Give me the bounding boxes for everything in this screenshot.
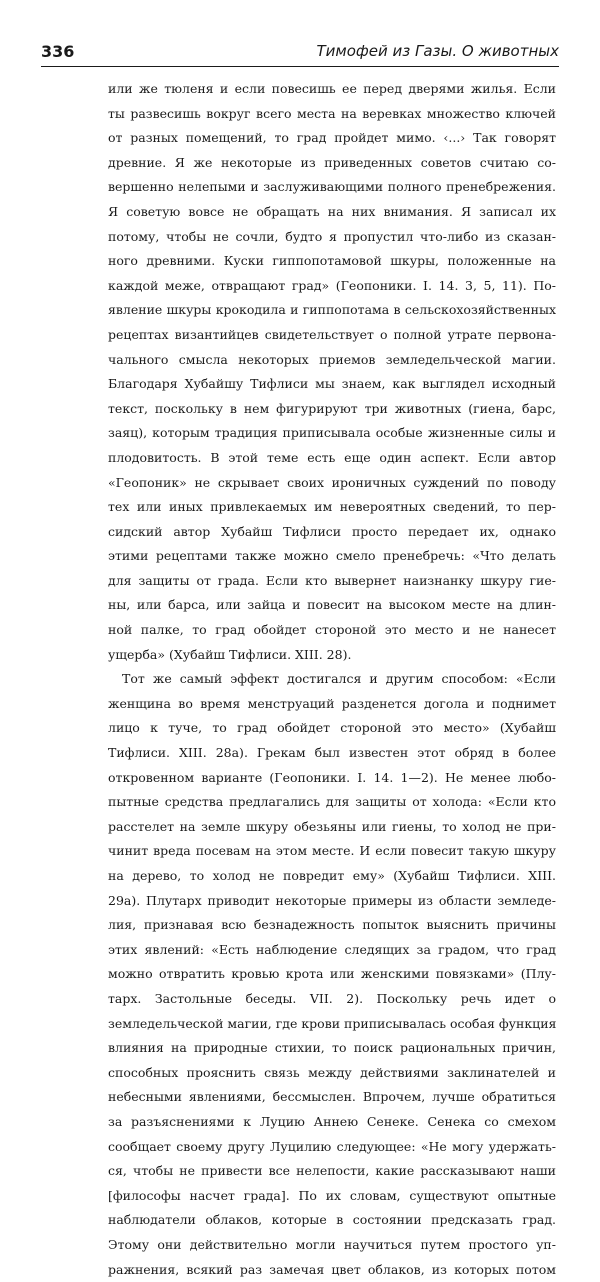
text-line: на дерево, то холод не повредит ему» (Хубайш Тифлиси. XIII.	[108, 864, 556, 889]
text-line: вершенно нелепыми и заслуживающими полного пренебрежения.	[108, 175, 556, 200]
paragraph-2	[108, 667, 556, 1282]
text-line: способных прояснить связь между действиями заклинателей и	[108, 1061, 556, 1086]
text-line: Этому они действительно могли научиться путем простого уп-	[108, 1233, 556, 1258]
text-line: наблюдатели облаков, которые в состоянии предсказать град.	[108, 1208, 556, 1233]
text-line: древние. Я же некоторые из приведенных советов считаю со-	[108, 151, 556, 176]
text-line: Благодаря Хубайшу Тифлиси мы знаем, как выглядел исходный	[108, 372, 556, 397]
text-line: Я советую вовсе не обращать на них внимания. Я записал их	[108, 200, 556, 225]
text-line: для защиты от града. Если кто вывернет наизнанку шкуру гие-	[108, 569, 556, 594]
text-line: небесными явлениями, бессмыслен. Впрочем, лучше обратиться	[108, 1085, 556, 1110]
body-text	[108, 77, 556, 1282]
text-line: потому, чтобы не сочли, будто я пропустил что-либо из сказан-	[108, 225, 556, 250]
text-line: ного древними. Куски гиппопотамовой шкуры, положенные на	[108, 249, 556, 274]
text-line: тарх. Застольные беседы. VII. 2). Поскольку речь идет о	[108, 987, 556, 1012]
text-line: сообщает своему другу Луцилию следующее: «Не могу удержать-	[108, 1135, 556, 1160]
text-line: тех или иных привлекаемых им невероятных сведений, то пер-	[108, 495, 556, 520]
text-line: сидский автор Хубайш Тифлиси просто передает их, однако	[108, 520, 556, 545]
text-line: 29а). Плутарх приводит некоторые примеры из области земледе-	[108, 889, 556, 914]
text-line: или же тюленя и если повесишь ее перед дверями жилья. Если	[108, 77, 556, 102]
text-line: пытные средства предлагались для защиты от холода: «Если кто	[108, 790, 556, 815]
text-line: ся, чтобы не привести все нелепости, какие рассказывают наши	[108, 1159, 556, 1184]
text-line: от разных помещений, то град пройдет мимо. ‹...› Так говорят	[108, 126, 556, 151]
text-line: «Геопоник» не скрывает своих ироничных суждений по поводу	[108, 471, 556, 496]
text-line: этими рецептами также можно смело пренебречь: «Что делать	[108, 544, 556, 569]
text-line: ты развесишь вокруг всего места на веревках множество ключей	[108, 102, 556, 127]
text-line: за разъяснениями к Луцию Аннею Сенеке. Сенека со смехом	[108, 1110, 556, 1135]
text-line: плодовитость. В этой теме есть еще один аспект. Если автор	[108, 446, 556, 471]
paragraph-1	[108, 77, 556, 667]
text-line: женщина во время менструаций разденется догола и поднимет	[108, 692, 556, 717]
page-number: 336	[41, 42, 74, 61]
text-line: чального смысла некоторых приемов земледельческой магии.	[108, 348, 556, 373]
text-line: расстелет на земле шкуру обезьяны или гиены, то холод не при-	[108, 815, 556, 840]
text-line: Тифлиси. XIII. 28а). Грекам был известен этот обряд в более	[108, 741, 556, 766]
text-line: чинит вреда посевам на этом месте. И если повесит такую шкуру	[108, 839, 556, 864]
text-line: ны, или барса, или зайца и повесит на высоком месте на длин-	[108, 593, 556, 618]
running-title: Тимофей из Газы. О животных	[317, 42, 560, 60]
text-line: каждой меже, отвращают град» (Геопоники. I. 14. 3, 5, 11). По-	[108, 274, 556, 299]
text-line: ражнения, всякий раз замечая цвет облаков, из которых потом	[108, 1258, 556, 1282]
text-line: откровенном варианте (Геопоники. I. 14. 1—2). Не менее любо-	[108, 766, 556, 791]
text-line: Тот же самый эффект достигался и другим способом: «Если	[108, 667, 556, 692]
text-line: явление шкуры крокодила и гиппопотама в сельскохозяйственных	[108, 298, 556, 323]
page-header	[41, 40, 559, 67]
text-line: влияния на природные стихии, то поиск рациональных причин,	[108, 1036, 556, 1061]
text-line: лицо к туче, то град обойдет стороной это место» (Хубайш	[108, 716, 556, 741]
text-line: ной палке, то град обойдет стороной это место и не нанесет	[108, 618, 556, 643]
text-line: ущерба» (Хубайш Тифлиси. XIII. 28).	[108, 643, 556, 668]
text-line: земледельческой магии, где крови приписывалась особая функция	[108, 1012, 556, 1037]
text-line: лия, признавая всю безнадежность попыток выяснить причины	[108, 913, 556, 938]
text-line: можно отвратить кровью крота или женскими повязками» (Плу-	[108, 962, 556, 987]
text-line: заяц), которым традиция приписывала особые жизненные силы и	[108, 421, 556, 446]
text-line: [философы насчет града]. По их словам, существуют опытные	[108, 1184, 556, 1209]
text-line: текст, поскольку в нем фигурируют три животных (гиена, барс,	[108, 397, 556, 422]
text-line: рецептах византийцев свидетельствует о полной утрате первона-	[108, 323, 556, 348]
text-line: этих явлений: «Есть наблюдение следящих за градом, что град	[108, 938, 556, 963]
